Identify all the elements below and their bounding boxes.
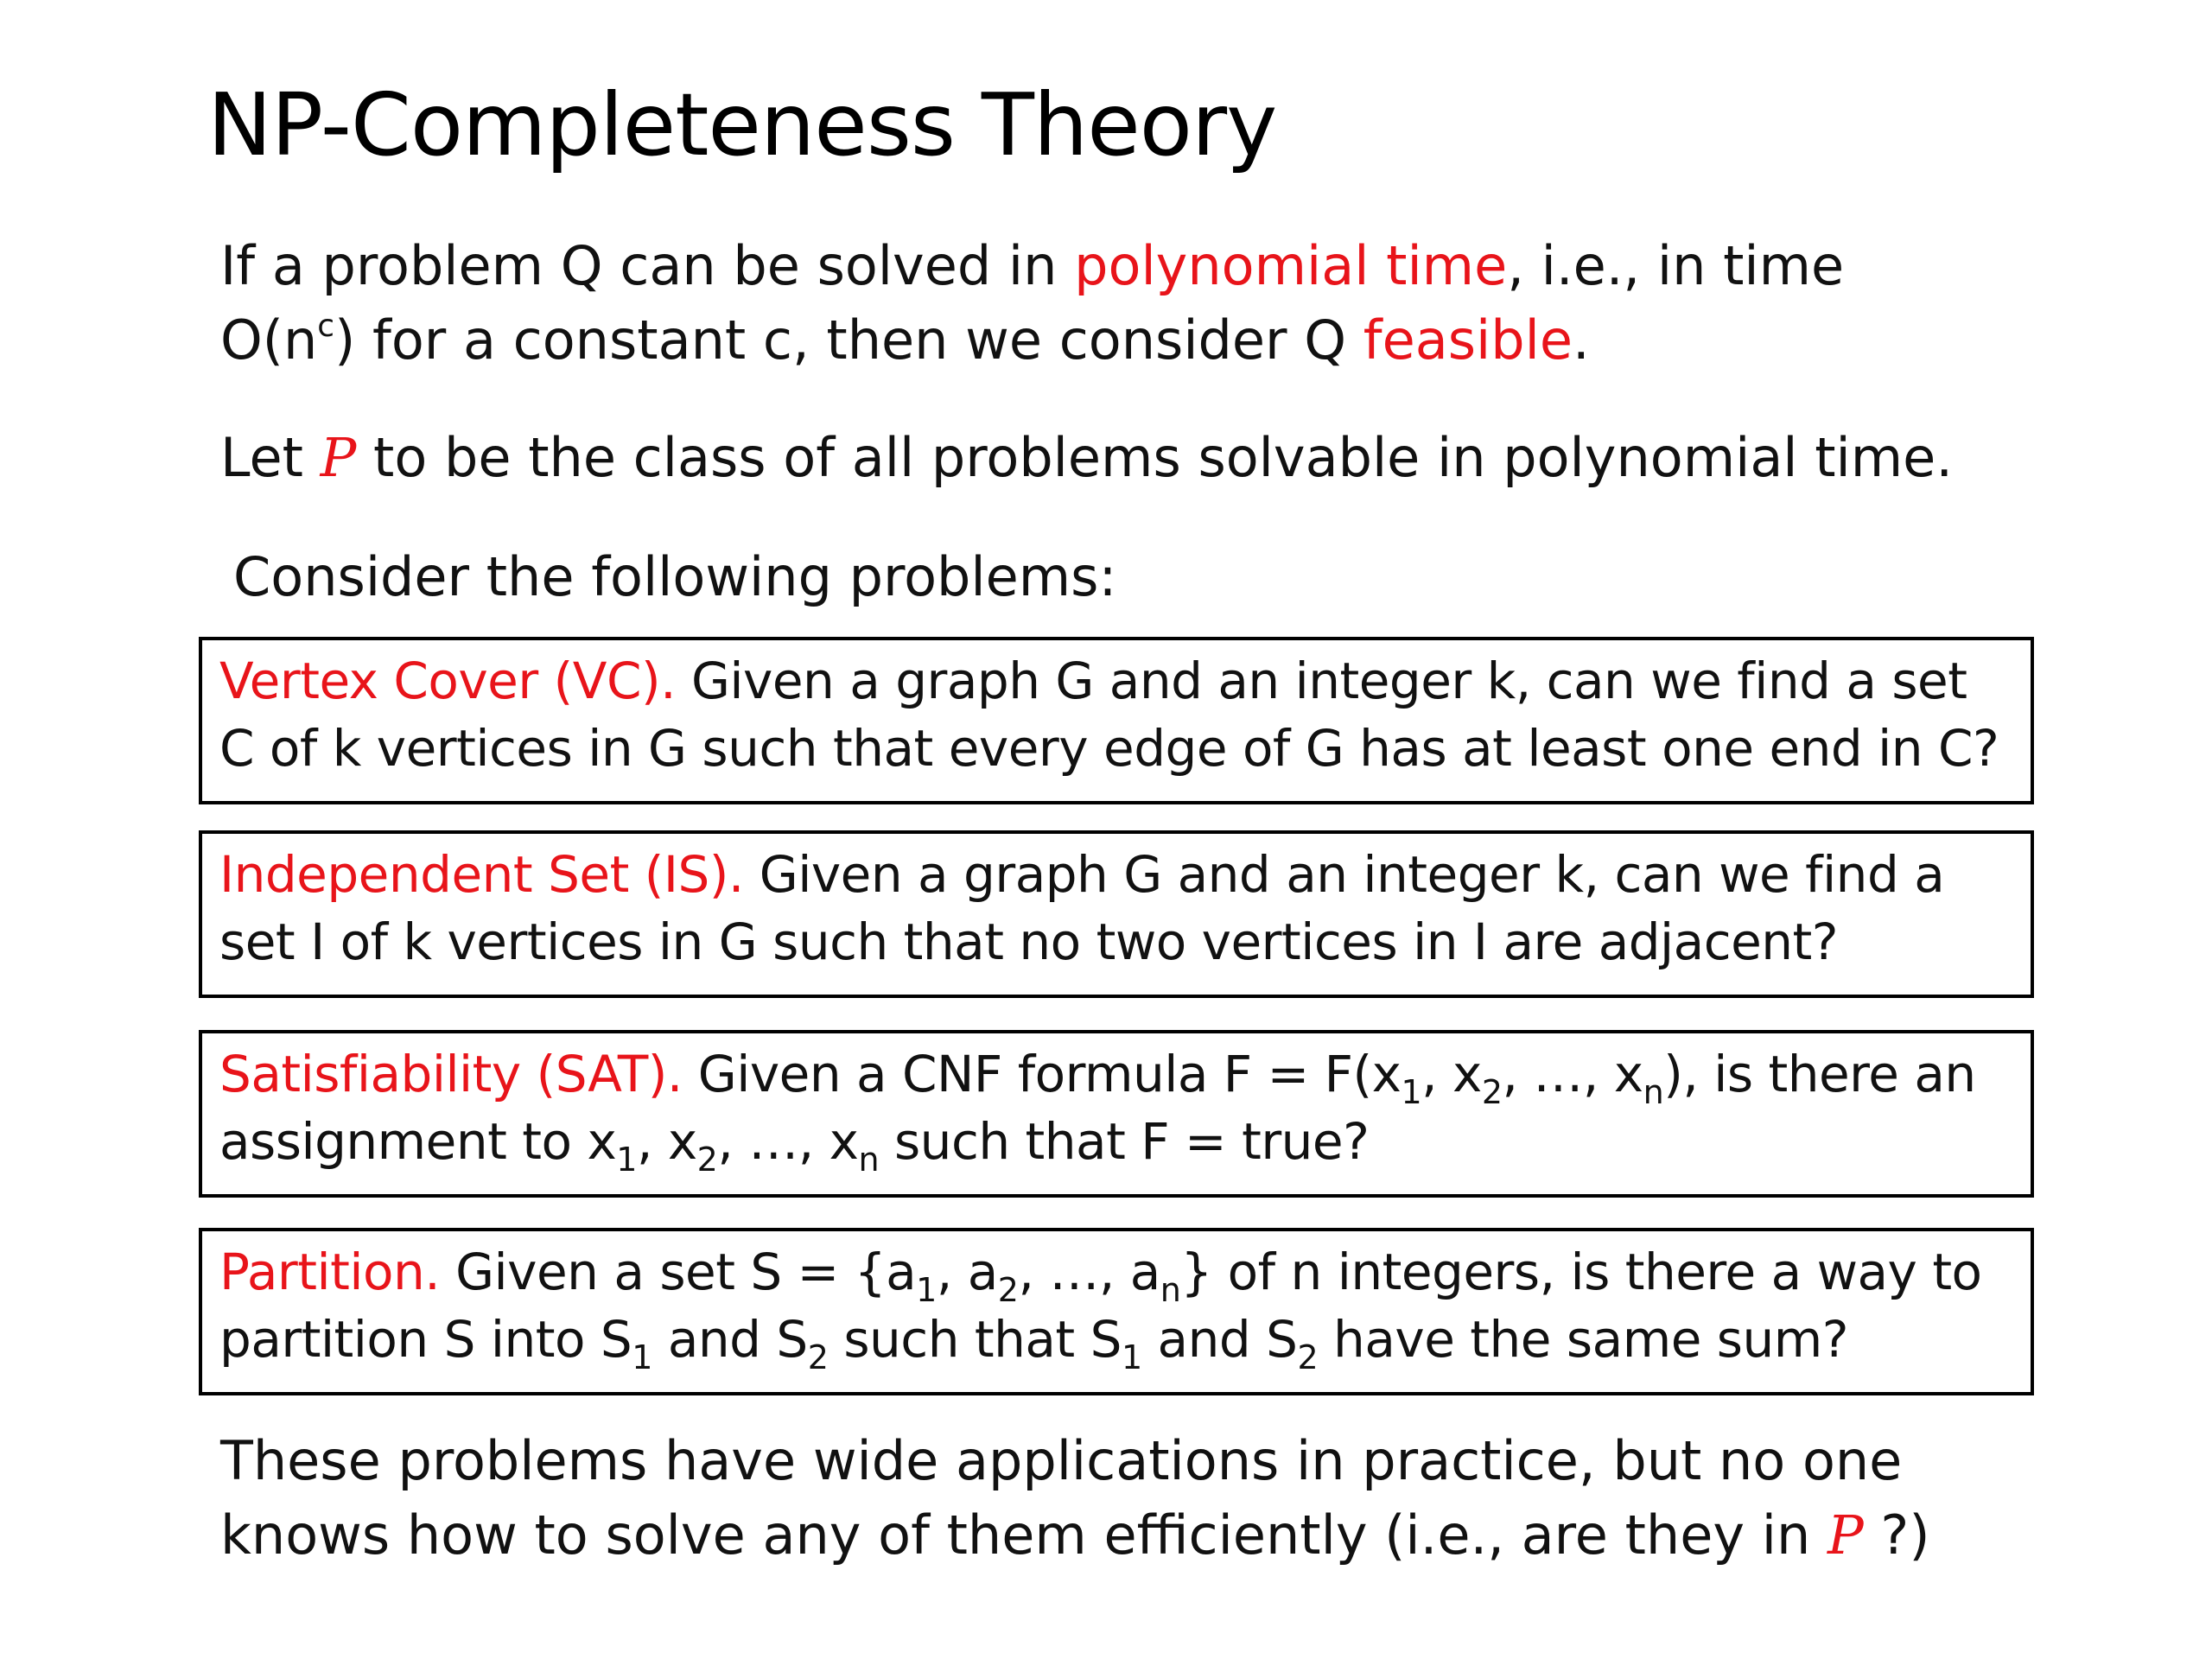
class-p-symbol: P xyxy=(1827,1503,1864,1567)
problem-name-partition: Partition. xyxy=(219,1243,441,1301)
feasible-highlight: feasible xyxy=(1363,308,1573,372)
problem-name-is: Independent Set (IS). xyxy=(219,845,744,904)
closing-line-1: These problems have wide applications in practice, but no one xyxy=(220,1429,1903,1492)
class-p-symbol: P xyxy=(320,426,357,489)
intro-paragraph xyxy=(220,229,1844,378)
problem-box-satisfiability: Satisfiability (SAT). Given a CNF formula $F = F(x_1$, $x_2$, …, $x_n$), is there an assignment to $x_1$, $x_2$, …, $x_n$ such that F = true? xyxy=(199,1030,2034,1198)
problem-box-vertex-cover: Vertex Cover (VC). Given a graph G and an integer k, can we find a set C of k vertices in G such that every edge of G has at least one end in C? xyxy=(199,637,2034,804)
polynomial-time-highlight: polynomial time xyxy=(1074,234,1508,297)
problem-box-partition: Partition. Given a set $S = \{a_1$, $a_2$, …, $a_n$} of n integers, is there a way to partition S into $S_1$ and $S_2$ such that $S_1$ and $S_2$ have the same sum? xyxy=(199,1228,2034,1395)
class-p-definition: Let P to be the class of all problems solvable in polynomial time. xyxy=(220,426,1954,489)
problem-box-independent-set: Independent Set (IS). Given a graph G and an integer k, can we find a set I of k vertices in G such that no two vertices in I are adjacent? xyxy=(199,830,2034,998)
consider-heading: Consider the following problems: xyxy=(233,545,1117,608)
slide-title: NP-Completeness Theory xyxy=(207,74,1277,175)
problem-name-vc: Vertex Cover (VC). xyxy=(219,652,677,710)
closing-paragraph xyxy=(220,1424,1930,1573)
problem-name-sat: Satisfiability (SAT). xyxy=(219,1045,683,1103)
intro-line-1: If a problem Q can be solved in polynomial time, i.e., in time xyxy=(220,234,1845,297)
exponent-c: c xyxy=(317,308,335,344)
closing-line-2: knows how to solve any of them efficiently (i.e., are they in P ?) xyxy=(220,1503,1930,1567)
intro-line-2: $O(n^c)$ for a constant c, then we consider Q feasible. xyxy=(220,308,1590,372)
